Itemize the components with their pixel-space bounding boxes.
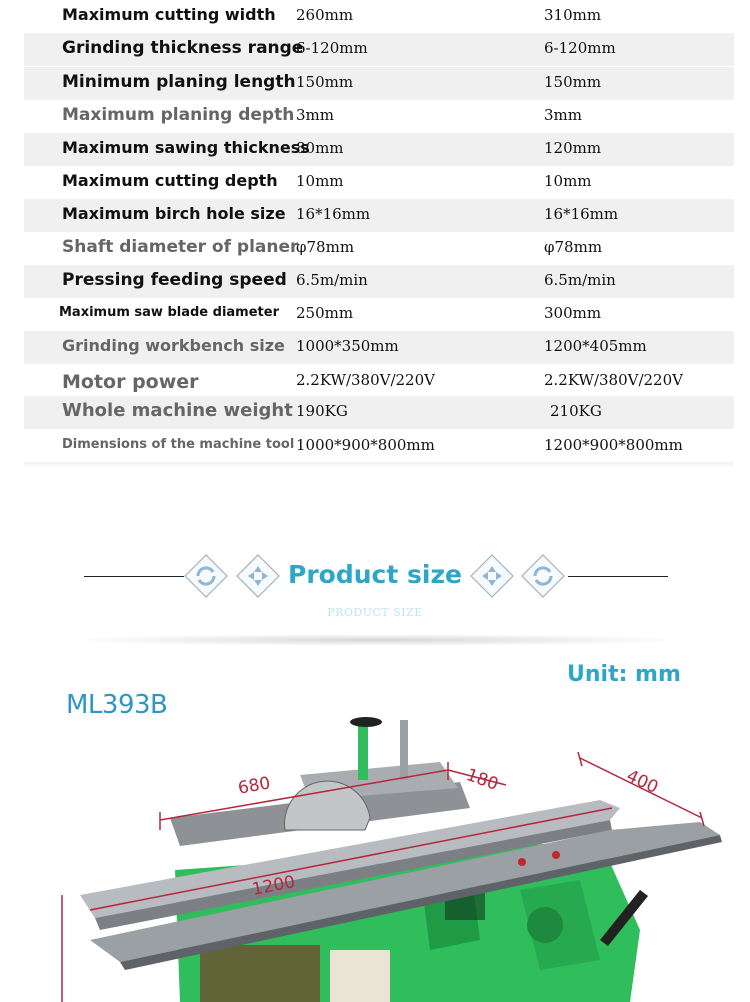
spec-value-2: 2.2KW/380V/220V [544, 371, 683, 389]
spec-value-2: 16*16mm [544, 205, 619, 223]
spec-value-1: 16*16mm [296, 205, 371, 223]
spec-value-2: 1200*405mm [544, 337, 647, 355]
spec-label: Grinding thickness range [62, 38, 304, 58]
spec-row [24, 232, 734, 265]
spec-value-1: 1000*350mm [296, 337, 399, 355]
spec-label: Maximum birch hole size [62, 204, 286, 223]
spec-row [24, 100, 734, 133]
spec-label: Dimensions of the machine tool [62, 437, 295, 452]
spec-row [24, 0, 734, 33]
dimension-180: 180 [463, 765, 501, 795]
spec-label: Pressing feeding speed [62, 270, 287, 290]
spec-row [24, 365, 734, 398]
spec-label: Maximum cutting width [62, 5, 276, 24]
spec-row [24, 430, 734, 463]
dimension-680: 680 [236, 773, 272, 799]
dimension-1200: 1200 [250, 872, 297, 900]
spec-label: Maximum planing depth [62, 105, 295, 125]
spec-value-2: 3mm [544, 106, 582, 124]
spec-value-2: 6-120mm [544, 39, 616, 57]
unit-label: Unit: mm [567, 662, 681, 687]
spec-value-2: 10mm [544, 172, 592, 190]
spec-row [24, 298, 734, 331]
spec-value-2: 210KG [550, 402, 602, 420]
spec-value-1: 3mm [296, 106, 334, 124]
spec-value-1: 10mm [296, 172, 344, 190]
spec-value-2: 310mm [544, 6, 602, 24]
spec-label: Minimum planing length [62, 72, 296, 92]
spec-row [24, 166, 734, 199]
spec-value-1: φ78mm [296, 238, 355, 256]
spec-value-2: 300mm [544, 304, 602, 322]
section-title: Product size [288, 560, 462, 589]
spec-label: Maximum cutting depth [62, 171, 278, 190]
spec-row [24, 199, 734, 232]
dimension-400: 400 [623, 766, 662, 798]
spec-label: Motor power [62, 371, 199, 393]
spec-value-1: 80mm [296, 139, 344, 157]
spec-label: Whole machine weight [62, 400, 293, 421]
spec-value-1: 1000*900*800mm [296, 436, 435, 454]
spec-label: Maximum saw blade diameter [59, 305, 279, 320]
spec-value-2: 150mm [544, 73, 602, 91]
spec-value-2: φ78mm [544, 238, 603, 256]
spec-value-1: 150mm [296, 73, 354, 91]
spec-row [24, 133, 734, 166]
spec-label: Shaft diameter of planer [62, 237, 299, 257]
header-shadow [64, 634, 690, 646]
spec-value-1: 6-120mm [296, 39, 368, 57]
machine-illustration [0, 700, 750, 1002]
spec-value-1: 190KG [296, 402, 348, 420]
spec-row [24, 33, 734, 66]
spec-value-2: 120mm [544, 139, 602, 157]
spec-label: Maximum sawing thickness [62, 138, 310, 157]
spec-value-1: 6.5m/min [296, 271, 368, 289]
table-bottom-shadow [24, 462, 734, 468]
model-name: ML393B [66, 690, 168, 720]
spec-row [24, 331, 734, 364]
product-size-header [0, 540, 750, 660]
section-subtitle: PRODUCT SIZE [327, 606, 423, 619]
spec-row [24, 67, 734, 100]
spec-row [24, 265, 734, 298]
spec-value-1: 250mm [296, 304, 354, 322]
spec-label: Grinding workbench size [62, 336, 285, 355]
spec-value-1: 260mm [296, 6, 354, 24]
spec-value-2: 6.5m/min [544, 271, 616, 289]
spec-value-1: 2.2KW/380V/220V [296, 371, 435, 389]
spec-value-2: 1200*900*800mm [544, 436, 683, 454]
spec-row [24, 396, 734, 429]
